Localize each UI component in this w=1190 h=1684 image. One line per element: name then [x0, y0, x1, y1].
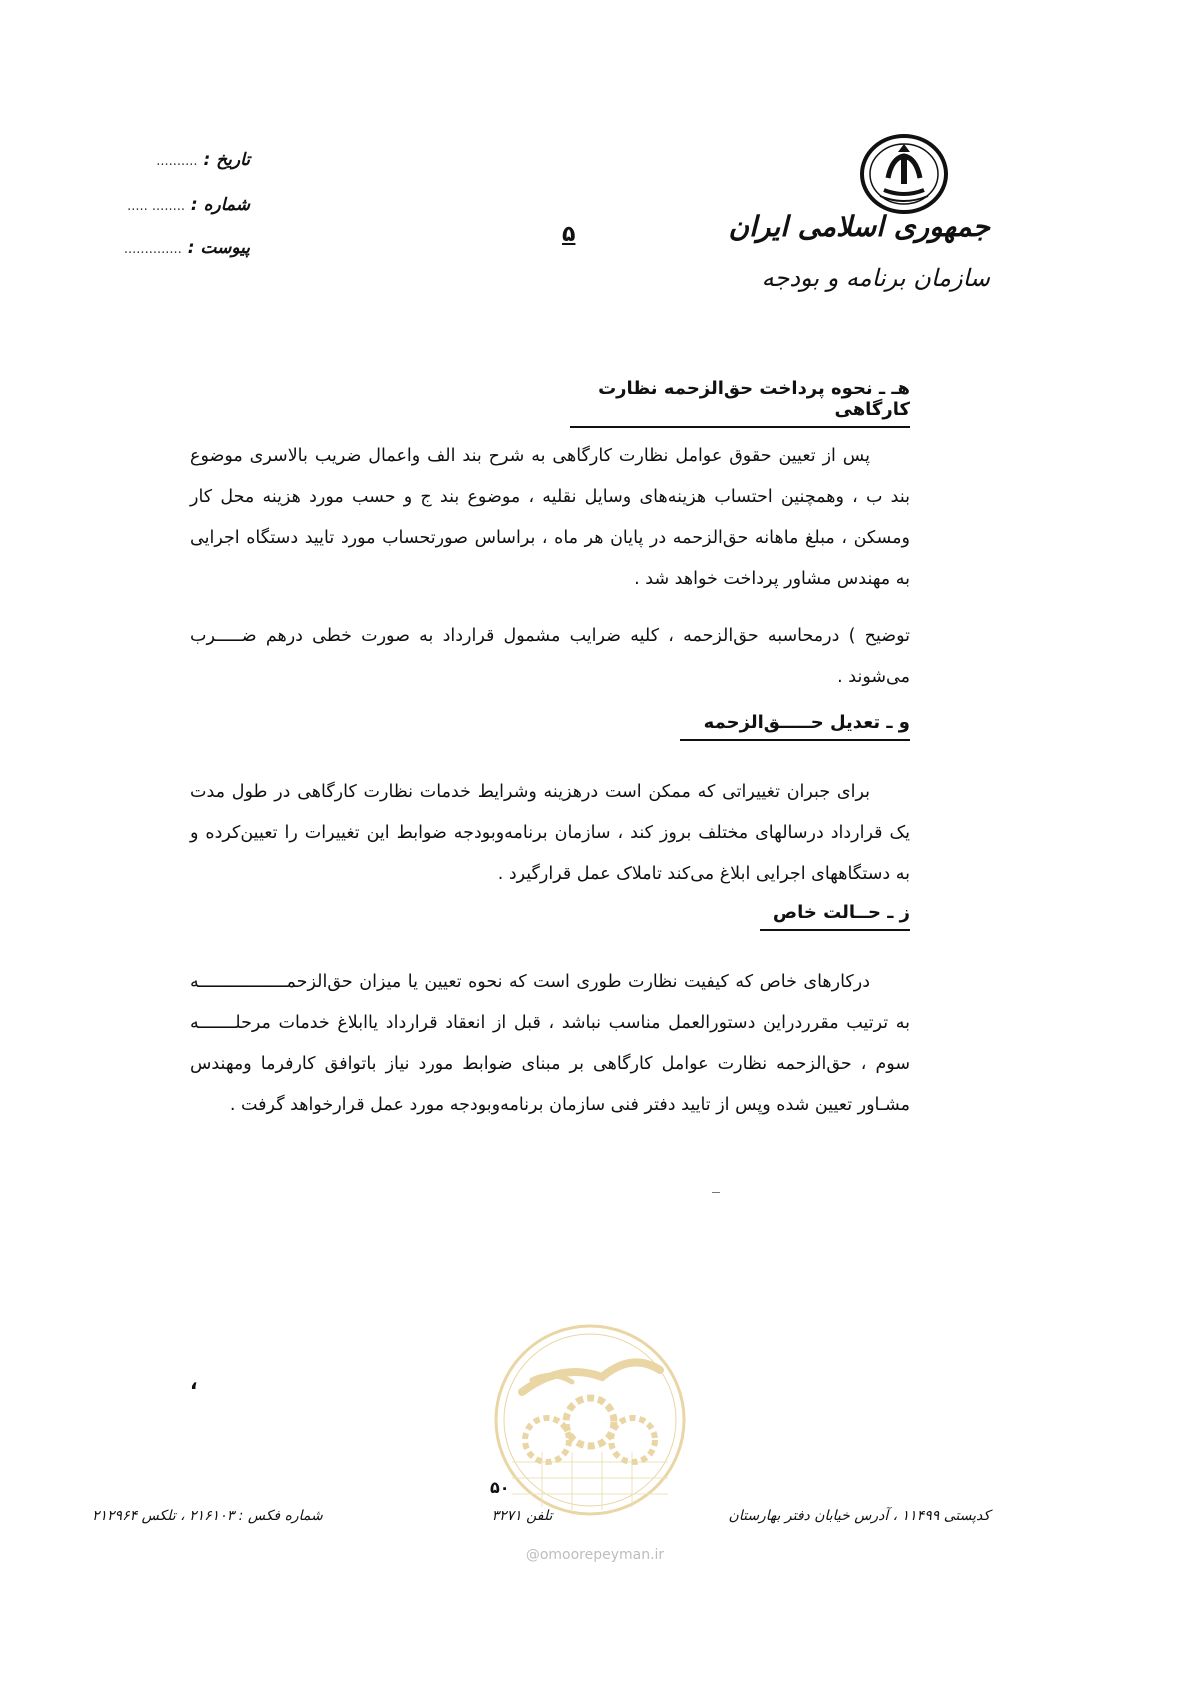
omoorepeyman-seal-icon	[492, 1322, 688, 1518]
watermark-site: @omoorepeyman.ir	[525, 1547, 665, 1563]
stray-dash	[712, 1192, 720, 1193]
attachment-label: پیوست :	[187, 238, 250, 258]
footer-phone: تلفن ۳۲۷۱	[491, 1508, 553, 1524]
letterhead-country: جمهوری اسلامی ایران	[728, 210, 990, 243]
date-label: تاریخ :	[203, 150, 250, 170]
number-value: ........ .....	[127, 199, 185, 214]
section-h-note: توضیح ) درمحاسبه حق‌الزحمه ، کلیه ضرایب مشمول قرارداد به صورت خطی درهم ضـــــرب می‌شوند .	[190, 626, 910, 687]
section-r-body: درکارهای خاص که کیفیت نظارت طوری است که نحوه تعیین یا میزان حق‌الزحمـــــــــــــــــه به ترتیب مقرردراین دستورالعمل مناسب نباشد ، قبل از انعقاد قرارداد یاابلاغ خدمات مرحلـــــــه سوم ، حق‌الزحمه نظارت عوامل کارگاهی بر مبنای ضوابط مورد نیاز باتوافق کارفرما ومهندس مشـاور تعیین شده وپس از تایید دفتر فنی سازمان برنامه‌وبودجه مورد عمل قرارخواهد گرفت .	[190, 972, 910, 1115]
stray-mark: ،	[190, 1370, 198, 1394]
footer-fax: شماره فکس : ۲۱۶۱۰۳ ، تلکس ۲۱۲۹۶۴	[92, 1508, 323, 1524]
attachment-field	[40, 238, 250, 258]
attachment-value: ..............	[123, 242, 182, 257]
page-number: ۵	[562, 222, 576, 247]
date-value: ..........	[156, 154, 198, 169]
section-v-body: برای جبران تغییراتی که ممکن است درهزینه وشرایط خدمات نظارت کارگاهی در طول مدت یک قرارداد درسالهای مختلف بروز کند ، سازمان برنامه‌وبودجه ضوابط این تغییرات را تعیین‌کرده و به دستگاههای اجرایی ابلاغ می‌کند تاملاک عمل قرارگیرد .	[190, 782, 910, 884]
footer-page-number: ۵۰	[490, 1478, 510, 1497]
section-r-title: ز ـ حــالت خاص	[760, 902, 910, 931]
footer-address: کدپستی ۱۱۴۹۹ ، آدرس خیابان دفتر بهارستان	[728, 1508, 990, 1524]
iran-emblem-icon	[858, 132, 950, 216]
section-v-title: و ـ تعدیل حـــــق‌الزحمه	[680, 712, 910, 741]
date-field	[40, 150, 250, 170]
section-h-body: پس از تعیین حقوق عوامل نظارت کارگاهی به شرح بند الف واعمال ضریب بالاسری موضوع بند ب ، وهمچنین احتساب هزینه‌های وسایل نقلیه ، موضوع بند ج و حسب مورد هزینه محل کار ومسکن ، مبلغ ماهانه حق‌الزحمه در پایان هر ماه ، براساس صورتحساب مورد تایید دستگاه اجرایی به مهندس مشاور پرداخت خواهد شد .	[190, 446, 910, 589]
number-field	[40, 195, 250, 215]
letterhead-organization: سازمان برنامه و بودجه	[761, 264, 990, 292]
section-h-title: هـ ـ نحوه پرداخت حق‌الزحمه نظارت کارگاهی	[570, 378, 910, 428]
number-label: شماره :	[190, 195, 250, 215]
